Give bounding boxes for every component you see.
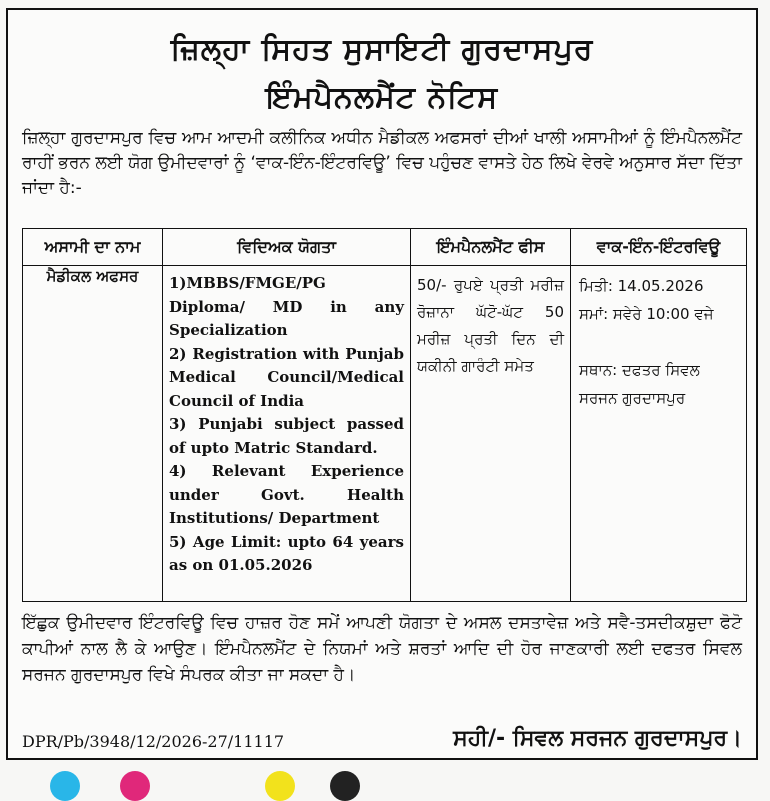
qualification-item: 4) Relevant Experience under Govt. Health Institutions/ Department [169, 462, 404, 527]
footer-paragraph: ਇੱਛੁਕ ਉਮੀਦਵਾਰ ਇੰਟਰਵਿਊ ਵਿਚ ਹਾਜ਼ਰ ਹੋਣ ਸਮੇਂ ਆਪਣੀ ਯੋਗਤਾ ਦੇ ਅਸਲ ਦਸਤਾਵੇਜ਼ ਅਤੇ ਸਵੈ-ਤਸਦੀਕਸ਼ੁਦਾ ਫੋਟੋ ਕਾਪੀਆਂ ਨਾਲ ਲੈ ਕੇ ਆਉਣ। ਇੰਮਪੈਨਲਮੈਂਟ ਦੇ ਨਿਯਮਾਂ ਅਤੇ ਸ਼ਰਤਾਂ ਆਦਿ ਦੀ ਹੋਰ ਜਾਣਕਾਰੀ ਲਈ ਦਫਤਰ ਸਿਵਲ ਸਰਜਨ ਗੁਰਦਾਸਪੁਰ ਵਿਖੇ ਸੰਪਰਕ ਕੀਤਾ ਜਾ ਸਕਦਾ ਹੈ। [22, 613, 742, 685]
qualification-item: 2) Registration with Punjab Medical Council/Medical Council of India [169, 344, 404, 410]
intro-paragraph: ਜ਼ਿਲ੍ਹਾ ਗੁਰਦਾਸਪੁਰ ਵਿਚ ਆਮ ਆਦਮੀ ਕਲੀਨਿਕ ਅਧੀਨ ਮੈਡੀਕਲ ਅਫਸਰਾਂ ਦੀਆਂ ਖਾਲੀ ਅਸਾਮੀਆਂ ਨੂੰ ਇੰਮਪੈਨਲਮੈਂਟ ਰਾਹੀਂ ਭਰਨ ਲਈ ਯੋਗ ਉਮੀਦਵਾਰਾਂ ਨੂੰ ‘ਵਾਕ-ਇੰਨ-ਇੰਟਰਵਿਊ’ ਵਿਚ ਪਹੁੰਚਣ ਵਾਸਤੇ ਹੇਠ ਲਿਖੇ ਵੇਰਵੇ ਅਨੁਸਾਰ ਸੱਦਾ ਦਿੱਤਾ ਜਾਂਦਾ ਹੈ:- [22, 128, 742, 198]
header-post: ਅਸਾਮੀ ਦਾ ਨਾਮ [23, 229, 163, 266]
black-dot [330, 771, 360, 801]
fee-cell: 50/- ਰੁਪਏ ਪ੍ਰਤੀ ਮਰੀਜ਼ ਰੋਜ਼ਾਨਾ ਘੱਟੋ-ਘੱਟ 50 ਮਰੀਜ਼ ਪ੍ਰਤੀ ਦਿਨ ਦੀ ਯਕੀਨੀ ਗਾਰੰਟੀ ਸਮੇਤ [411, 266, 571, 602]
signature: ਸਹੀ/- ਸਿਵਲ ਸਰਜਨ ਗੁਰਦਾਸਪੁਰ। [453, 726, 742, 751]
notice-box [6, 8, 758, 760]
yellow-dot [265, 771, 295, 801]
qualification-item: 3) Punjabi subject passed of upto Matric Standard. [169, 415, 404, 457]
cyan-dot [50, 771, 80, 801]
qualification-item: 1)MBBS/FMGE/PG Diploma/ MD in any Specialization [169, 274, 404, 339]
magenta-dot [120, 771, 150, 801]
walkin-place: ਸਥਾਨ: ਦਫਤਰ ਸਿਵਲ ਸਰਜਨ ਗੁਰਦਾਸਪੁਰ [579, 361, 700, 407]
header-walkin: ਵਾਕ-ਇੰਨ-ਇੰਟਰਵਿਊ [571, 229, 747, 266]
society-title: ਜ਼ਿਲ੍ਹਾ ਸਿਹਤ ਸੁਸਾਇਟੀ ਗੁਰਦਾਸਪੁਰ [170, 32, 594, 67]
notice-title: ਇੰਮਪੈਨਲਮੈਂਟ ਨੋਟਿਸ [265, 80, 499, 115]
header-qualification: ਵਿਦਿਅਕ ਯੋਗਤਾ [163, 229, 411, 266]
qualification-cell [163, 266, 411, 602]
vacancy-table [22, 228, 747, 602]
header-fee: ਇੰਮਪੈਨਲਮੈਂਟ ਫੀਸ [411, 229, 571, 266]
qualification-item: 5) Age Limit: upto 64 years as on 01.05.2026 [169, 532, 404, 574]
table-header-row [23, 229, 747, 266]
post-name: ਮੈਡੀਕਲ ਅਫਸਰ [23, 266, 163, 602]
walkin-cell [571, 266, 747, 602]
spacer [579, 328, 738, 356]
table-row [23, 266, 747, 602]
dpr-number: DPR/Pb/3948/12/2026-27/11117 [22, 732, 285, 751]
walkin-date: ਮਿਤੀ: 14.05.2026 [579, 277, 704, 295]
walkin-time: ਸਮਾਂ: ਸਵੇਰੇ 10:00 ਵਜੇ [579, 305, 714, 323]
